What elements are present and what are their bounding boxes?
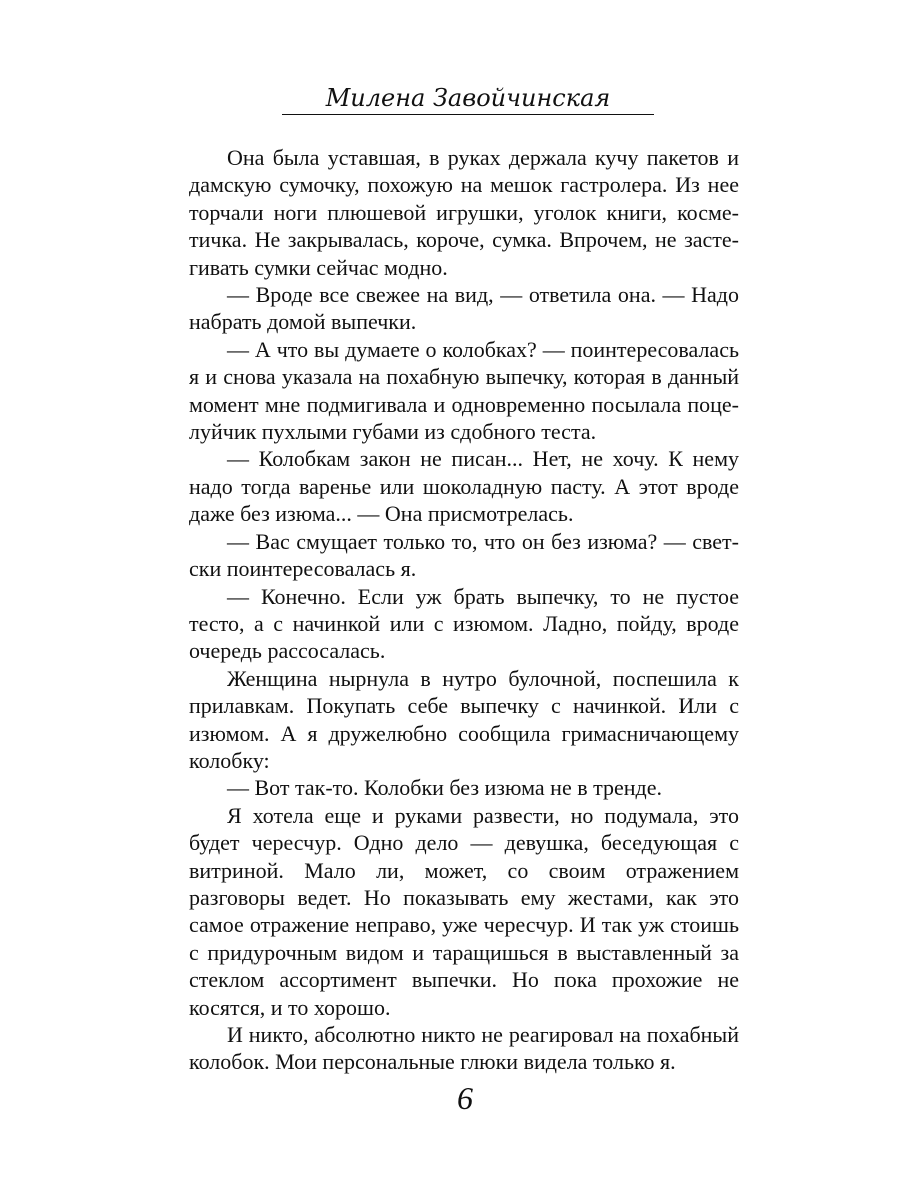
page-number: 6 bbox=[457, 1080, 473, 1116]
paragraph: — Вроде все свежее на вид, — ответила она. — Надо набрать домой выпечки. bbox=[189, 282, 739, 335]
paragraph: — Колобкам закон не писан... Нет, не хочу. К нему надо тогда варенье или шоколадную пасту. А этот вроде даже без изюма... — Она присмотрелась. bbox=[189, 446, 739, 527]
running-header bbox=[282, 84, 654, 116]
header-rule bbox=[282, 114, 654, 115]
paragraph: Она была уставшая, в руках держала кучу пакетов и дамскую сумочку, похожую на мешок гастролера. Из нее торчали ноги плюшевой игрушки, уголок книги, косметичка. Не закрывалась, короче, сумка. Впрочем, не застегивать сумки сейчас модно. bbox=[189, 145, 739, 280]
paragraph: — А что вы думаете о колобках? — поинтересовалась я и снова указала на похабную выпечку, которая в данный момент мне подмигивала и одновременно посылала поцелуйчик пухлыми губами из сдобного теста. bbox=[189, 336, 739, 445]
body-text bbox=[189, 144, 739, 1076]
paragraph: Я хотела еще и руками развести, но подумала, это будет чересчур. Одно дело — девушка, беседующая с витриной. Мало ли, может, со своим отражением разговоры ведет. Но показывать ему жестами, как это самое отражение неправо, уже чересчур. И так уж стоишь с придурочным видом и таращишься в выставленный за стеклом ассортимент выпечки. Но пока прохожие не косятся, и то хорошо. bbox=[189, 802, 739, 1020]
paragraph: — Вас смущает только то, что он без изюма? — светски поинтересовалась я. bbox=[189, 528, 739, 582]
paragraph: — Вот так-то. Колобки без изюма не в тренде. bbox=[227, 775, 662, 801]
running-title: Милена Завойчинская bbox=[325, 84, 611, 112]
paragraph: — Конечно. Если уж брать выпечку, то не пустое тесто, а с начинкой или с изюмом. Ладно, пойду, вроде очередь рассосалась. bbox=[189, 583, 739, 664]
paragraph: И никто, абсолютно никто не реагировал на похабный колобок. Мои персональные глюки видела только я. bbox=[189, 1022, 739, 1075]
paragraph: Женщина нырнула в нутро булочной, поспешила к прилавкам. Покупать себе выпечку с начинкой. Или с изюмом. А я дружелюбно сообщила гримасничающему колобку: bbox=[189, 665, 739, 773]
